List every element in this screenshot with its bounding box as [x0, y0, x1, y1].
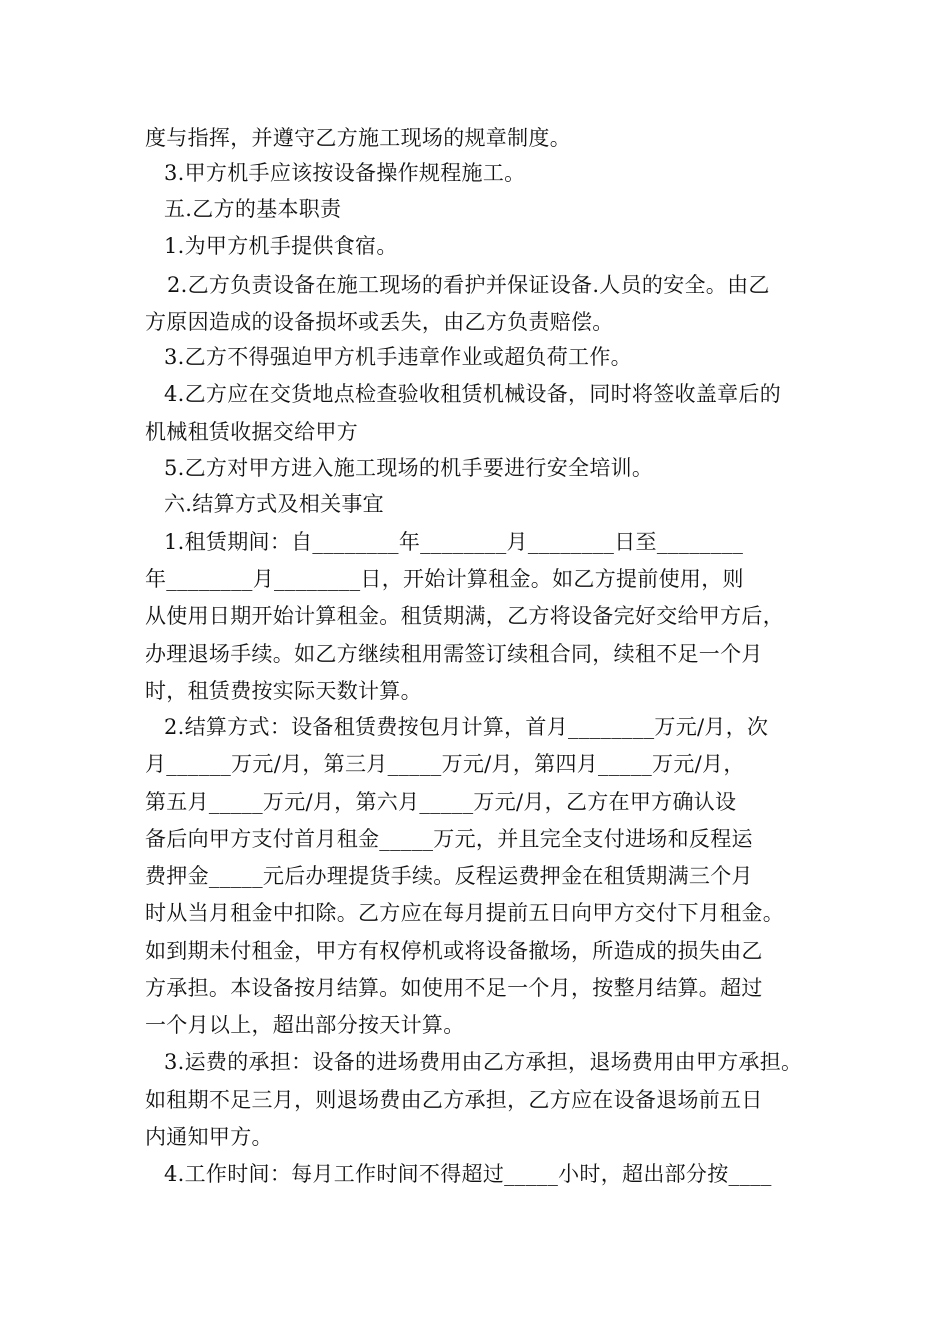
section-heading: 五.乙方的基本职责: [164, 197, 342, 221]
text-line: 如到期未付租金，甲方有权停机或将设备撤场，所造成的损失由乙: [145, 939, 763, 963]
text-line: 4.乙方应在交货地点检查验收租赁机械设备，同时将签收盖章后的: [164, 382, 782, 406]
section-heading: 六.结算方式及相关事宜: [164, 492, 384, 516]
text-line: 度与指挥，并遵守乙方施工现场的规章制度。: [145, 126, 571, 150]
text-line: 内通知甲方。: [145, 1125, 273, 1149]
text-line: 办理退场手续。如乙方继续租用需签订续租合同，续租不足一个月: [145, 642, 763, 666]
text-line: 机械租赁收据交给甲方: [145, 420, 358, 444]
text-line: 2.乙方负责设备在施工现场的看护并保证设备.人员的安全。由乙: [167, 273, 770, 297]
text-line: 第五月_____万元/月，第六月_____万元/月，乙方在甲方确认设: [145, 790, 737, 814]
text-line: 备后向甲方支付首月租金_____万元，并且完全支付进场和反程运: [145, 827, 753, 851]
text-line: 年________月________日，开始计算租金。如乙方提前使用，则: [145, 567, 744, 591]
text-line: 1.为甲方机手提供食宿。: [164, 234, 398, 258]
text-line: 方承担。本设备按月结算。如使用不足一个月，按整月结算。超过: [145, 976, 763, 1000]
text-line: 3.乙方不得强迫甲方机手违章作业或超负荷工作。: [164, 345, 632, 369]
text-line: 3.运费的承担：设备的进场费用由乙方承担，退场费用由甲方承担。: [164, 1050, 803, 1074]
text-line: 3.甲方机手应该按设备操作规程施工。: [164, 161, 526, 185]
text-line: 4.工作时间：每月工作时间不得超过_____小时，超出部分按____: [164, 1162, 772, 1186]
text-line: 5.乙方对甲方进入施工现场的机手要进行安全培训。: [164, 456, 654, 480]
text-line: 从使用日期开始计算租金。租赁期满，乙方将设备完好交给甲方后，: [145, 604, 784, 628]
text-line: 费押金_____元后办理提货手续。反程运费押金在租赁期满三个月: [145, 864, 753, 888]
text-line: 一个月以上，超出部分按天计算。: [145, 1013, 465, 1037]
text-line: 如租期不足三月，则退场费由乙方承担，乙方应在设备退场前五日: [145, 1088, 763, 1112]
text-line: 1.租赁期间：自________年________月________日至________: [164, 530, 744, 554]
text-line: 时从当月租金中扣除。乙方应在每月提前五日向甲方交付下月租金。: [145, 901, 784, 925]
text-line: 2.结算方式：设备租赁费按包月计算，首月________万元/月，次: [164, 715, 769, 739]
text-line: 月______万元/月，第三月_____万元/月，第四月_____万元/月，: [145, 752, 745, 776]
text-line: 方原因造成的设备损坏或丢失，由乙方负责赔偿。: [145, 310, 614, 334]
text-line: 时，租赁费按实际天数计算。: [145, 679, 422, 703]
